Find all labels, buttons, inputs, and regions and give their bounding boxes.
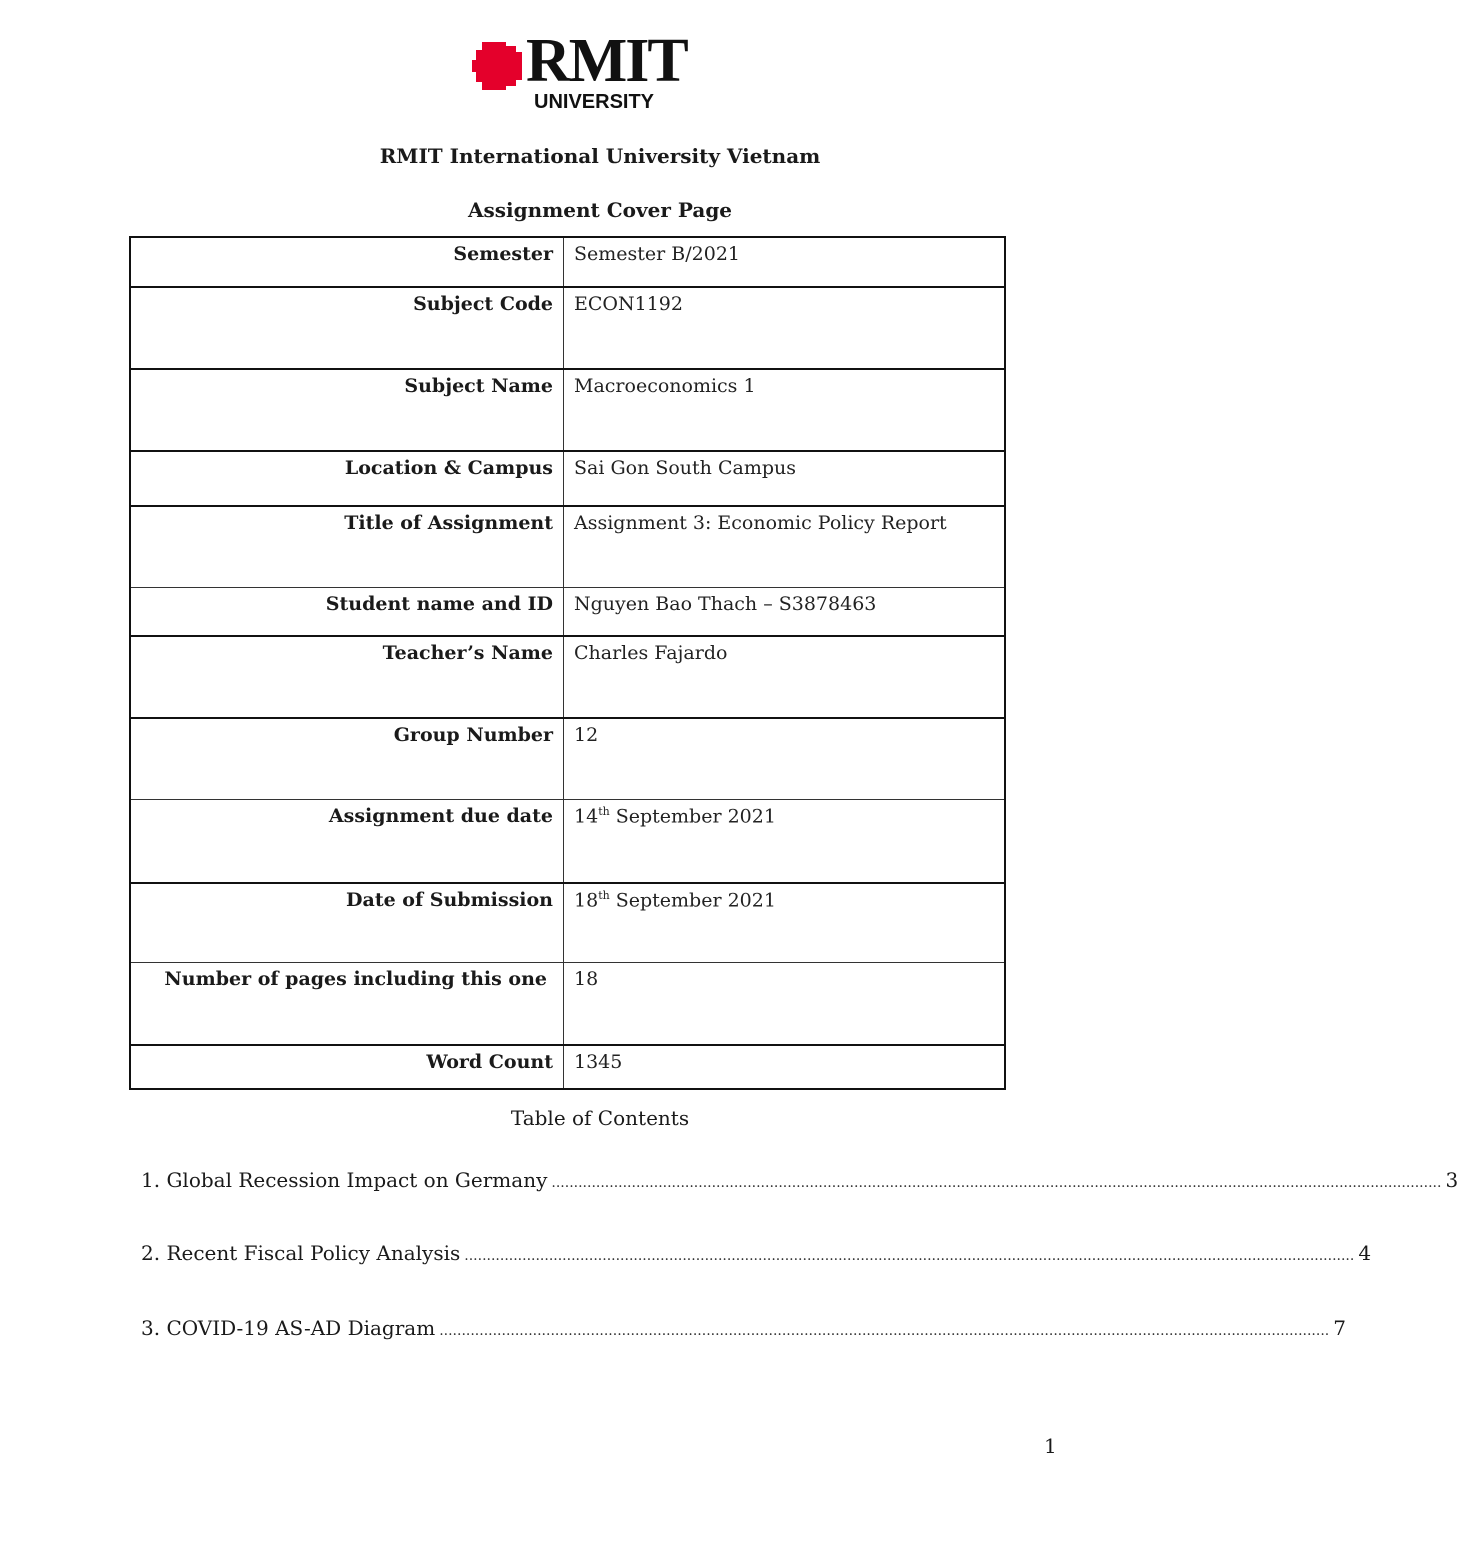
table-row	[131, 1044, 1004, 1088]
row-label: Date of Submission	[131, 884, 564, 962]
toc-entry[interactable]	[141, 1316, 1346, 1340]
table-row	[131, 505, 1004, 587]
row-value	[564, 800, 1004, 882]
toc-entry-label: 3. COVID-19 AS-AD Diagram	[141, 1316, 436, 1340]
row-label: Subject Name	[131, 370, 564, 450]
cover-table	[129, 236, 1006, 1090]
row-label: Teacher’s Name	[131, 637, 564, 717]
row-label: Student name and ID	[131, 588, 564, 635]
table-row	[131, 962, 1004, 1044]
toc-leader-dots: ........................................................................................................................................................................................................	[464, 1248, 1355, 1264]
value-month-year: September 2021	[609, 805, 776, 828]
row-label: Title of Assignment	[131, 507, 564, 587]
row-label: Assignment due date	[131, 800, 564, 882]
row-value: Semester B/2021	[574, 243, 740, 265]
row-value: 18	[574, 968, 599, 990]
value-month-year: September 2021	[609, 889, 776, 912]
row-label: Number of pages including this one	[131, 963, 564, 1044]
row-label: Group Number	[131, 719, 564, 799]
table-row	[131, 587, 1004, 635]
row-value: 12	[574, 724, 599, 746]
row-value: ECON1192	[574, 293, 683, 315]
toc-entry-label: 2. Recent Fiscal Policy Analysis	[141, 1241, 461, 1265]
rmit-logo	[472, 27, 687, 116]
table-row	[131, 635, 1004, 717]
row-label: Subject Code	[131, 288, 564, 368]
toc-entry-page: 3	[1445, 1168, 1458, 1192]
toc-leader-dots: ........................................................................................................................................................................................................	[439, 1323, 1330, 1339]
toc-entry-label: 1. Global Recession Impact on Germany	[141, 1168, 548, 1192]
toc-entry-page: 4	[1358, 1241, 1372, 1265]
value-ordinal: th	[598, 805, 610, 818]
table-row	[131, 882, 1004, 962]
logo-subtitle: UNIVERSITY	[534, 91, 655, 113]
row-label: Location & Campus	[131, 452, 564, 505]
toc-leader-dots: ........................................................................................................................................................................................................	[551, 1175, 1442, 1191]
toc-entry[interactable]	[141, 1168, 1458, 1192]
table-row	[131, 717, 1004, 799]
value-day: 14	[574, 805, 599, 828]
table-row	[131, 286, 1004, 368]
toc-title: Table of Contents	[510, 1106, 690, 1130]
row-value	[564, 884, 1004, 962]
row-value: Nguyen Bao Thach – S3878463	[574, 593, 877, 615]
university-title: RMIT International University Vietnam	[379, 144, 821, 168]
logo-wordmark: RMIT	[526, 27, 687, 95]
page-number: 1	[1044, 1434, 1057, 1458]
table-row	[131, 450, 1004, 505]
row-label: Word Count	[131, 1046, 564, 1088]
row-value: Charles Fajardo	[574, 642, 728, 664]
toc-entry[interactable]	[141, 1241, 1372, 1265]
cover-page-title: Assignment Cover Page	[467, 198, 733, 222]
row-value: Macroeconomics 1	[574, 375, 756, 397]
row-value: 1345	[574, 1051, 623, 1073]
row-label: Semester	[131, 238, 564, 286]
table-row	[131, 368, 1004, 450]
row-value: Sai Gon South Campus	[574, 457, 796, 479]
value-day: 18	[574, 889, 599, 912]
value-ordinal: th	[598, 889, 610, 902]
table-row	[131, 238, 1004, 286]
table-row	[131, 799, 1004, 882]
row-value: Assignment 3: Economic Policy Report	[574, 512, 947, 534]
toc-entry-page: 7	[1333, 1316, 1346, 1340]
rmit-pixel-mark-icon	[472, 42, 524, 90]
